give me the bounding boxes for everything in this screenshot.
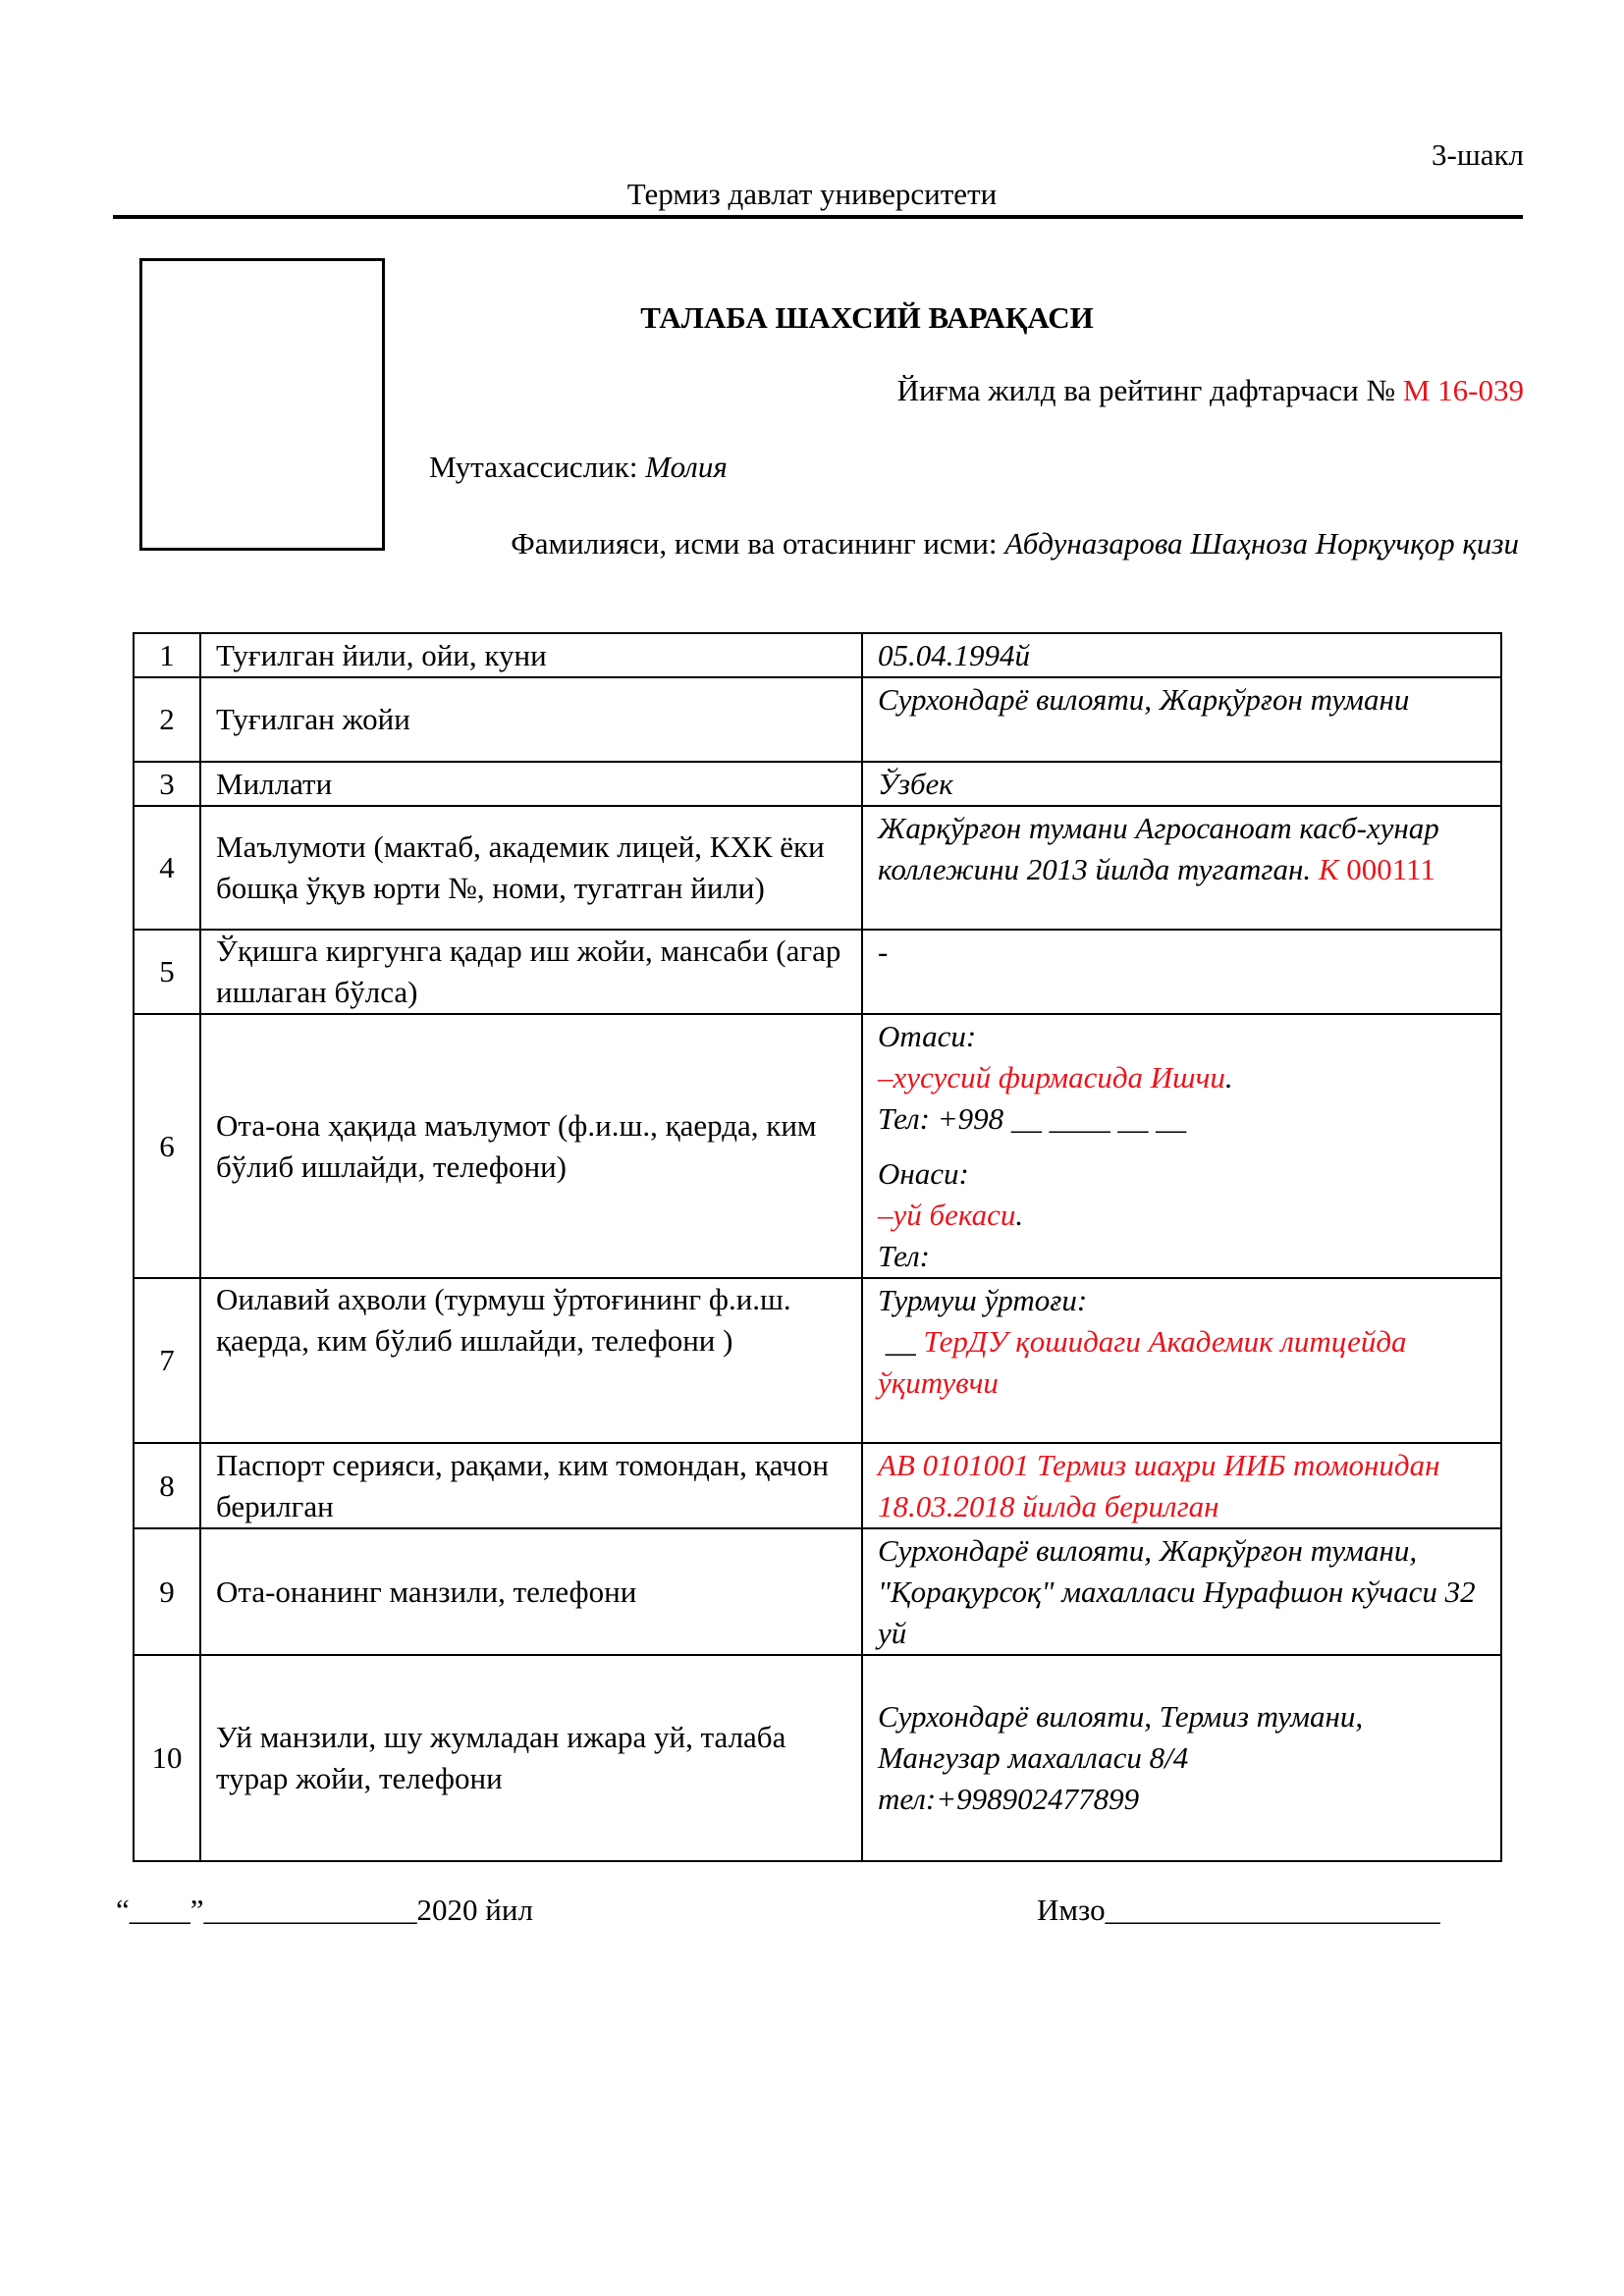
row-label: Ота-она ҳақида маълумот (ф.и.ш., қаерда, ким бўлиб ишлайди, телефони): [200, 1014, 862, 1278]
table-row: [134, 1655, 1501, 1861]
row-number: 1: [134, 633, 200, 677]
row-value: [862, 806, 1501, 930]
record-book-line: [897, 373, 1524, 408]
date-line: “____”______________2020 йил: [116, 1893, 533, 1927]
row-label: Туғилган жойи: [200, 677, 862, 762]
row-number: 8: [134, 1443, 200, 1528]
row-number: 7: [134, 1278, 200, 1443]
table-row: [134, 677, 1501, 762]
spouse-value: ТерДУ қошидаги Академик литцейда ўқитувчи: [878, 1324, 1407, 1400]
row-value: -: [862, 930, 1501, 1014]
row-value: 05.04.1994й: [862, 633, 1501, 677]
row-value: Ўзбек: [862, 762, 1501, 806]
table-row: [134, 1014, 1501, 1278]
education-text: Жарқўрғон тумани Агросаноат касб-хунар коллежини 2013 йилда тугатган.: [878, 811, 1439, 886]
form-number: 3-шакл: [1432, 137, 1524, 172]
personal-info-table: [133, 632, 1502, 1862]
full-name-line: [511, 526, 1519, 561]
header-divider: [113, 215, 1523, 219]
table-row: [134, 930, 1501, 1014]
spouse-info: [862, 1278, 1501, 1443]
row-number: 10: [134, 1655, 200, 1861]
specialty-value: Молия: [645, 450, 728, 484]
row-number: 9: [134, 1528, 200, 1655]
diploma-number: 000111: [1346, 852, 1435, 886]
diploma-series: К: [1318, 852, 1339, 886]
row-label: Миллати: [200, 762, 862, 806]
row-number: 4: [134, 806, 200, 930]
row-number: 2: [134, 677, 200, 762]
table-row: [134, 1278, 1501, 1443]
row-number: 6: [134, 1014, 200, 1278]
father-label: Отаси:: [878, 1019, 977, 1053]
row-label: Паспорт серияси, рақами, ким томондан, қачон берилган: [200, 1443, 862, 1528]
father-job-line: –хусусий фирмасида Ишчи.: [878, 1060, 1233, 1095]
full-name-label: Фамилияси, исми ва отасининг исми:: [511, 526, 998, 561]
mother-job: –уй бекаси: [878, 1198, 1016, 1232]
spouse-blank: __: [885, 1324, 916, 1359]
row-label: Туғилган йили, ойи, куни: [200, 633, 862, 677]
row-value: АВ 0101001 Термиз шаҳри ИИБ томонидан 18.03.2018 йилда берилган: [862, 1443, 1501, 1528]
mother-label: Онаси:: [878, 1156, 969, 1191]
specialty-label: Мутахассислик:: [429, 450, 638, 484]
specialty-line: [429, 450, 728, 485]
home-address: Сурхондарё вилояти, Термиз тумани, Мангузар махалласи 8/4: [878, 1699, 1364, 1775]
record-book-label: Йиғма жилд ва рейтинг дафтарчаси №: [896, 373, 1396, 407]
father-phone: Тел: +998 __ ____ __ __: [878, 1101, 1187, 1136]
document-title: ТАЛАБА ШАХСИЙ ВАРАҚАСИ: [640, 300, 1094, 335]
table-row: [134, 633, 1501, 677]
row-label: Оилавий аҳволи (турмуш ўртоғининг ф.и.ш. қаерда, ким бўлиб ишлайди, телефони ): [200, 1278, 862, 1443]
table-row: [134, 762, 1501, 806]
row-number: 3: [134, 762, 200, 806]
father-job: –хусусий фирмасида Ишчи: [878, 1060, 1225, 1095]
home-phone: тел:+998902477899: [878, 1782, 1140, 1816]
row-label: Маълумоти (мактаб, академик лицей, КХК ёки бошқа ўқув юрти №, номи, тугатган йили): [200, 806, 862, 930]
table-row: [134, 1528, 1501, 1655]
table-row: [134, 806, 1501, 930]
table-row: [134, 1443, 1501, 1528]
mother-job-line: –уй бекаси.: [878, 1198, 1024, 1232]
row-label: Уй манзили, шу жумладан ижара уй, талаба турар жойи, телефони: [200, 1655, 862, 1861]
signature-line: Имзо______________________: [1037, 1893, 1440, 1927]
row-label: Ота-онанинг манзили, телефони: [200, 1528, 862, 1655]
university-name: Термиз давлат университети: [626, 177, 998, 211]
spouse-label: Турмуш ўртоғи:: [878, 1283, 1088, 1317]
row-value: [862, 1655, 1501, 1861]
mother-phone: Тел:: [878, 1239, 930, 1273]
row-label: Ўқишга киргунга қадар иш жойи, мансаби (агар ишлаган бўлса): [200, 930, 862, 1014]
full-name-value: Абдуназарова Шаҳноза Норқучқор қизи: [1004, 526, 1519, 561]
row-value: Сурхондарё вилояти, Жарқўрғон тумани: [862, 677, 1501, 762]
row-number: 5: [134, 930, 200, 1014]
parents-info: [862, 1014, 1501, 1278]
record-book-number: М 16-039: [1402, 373, 1524, 407]
row-value: Сурхондарё вилояти, Жарқўрғон тумани, "Қорақурсоқ" махалласи Нурафшон кўчаси 32 уй: [862, 1528, 1501, 1655]
